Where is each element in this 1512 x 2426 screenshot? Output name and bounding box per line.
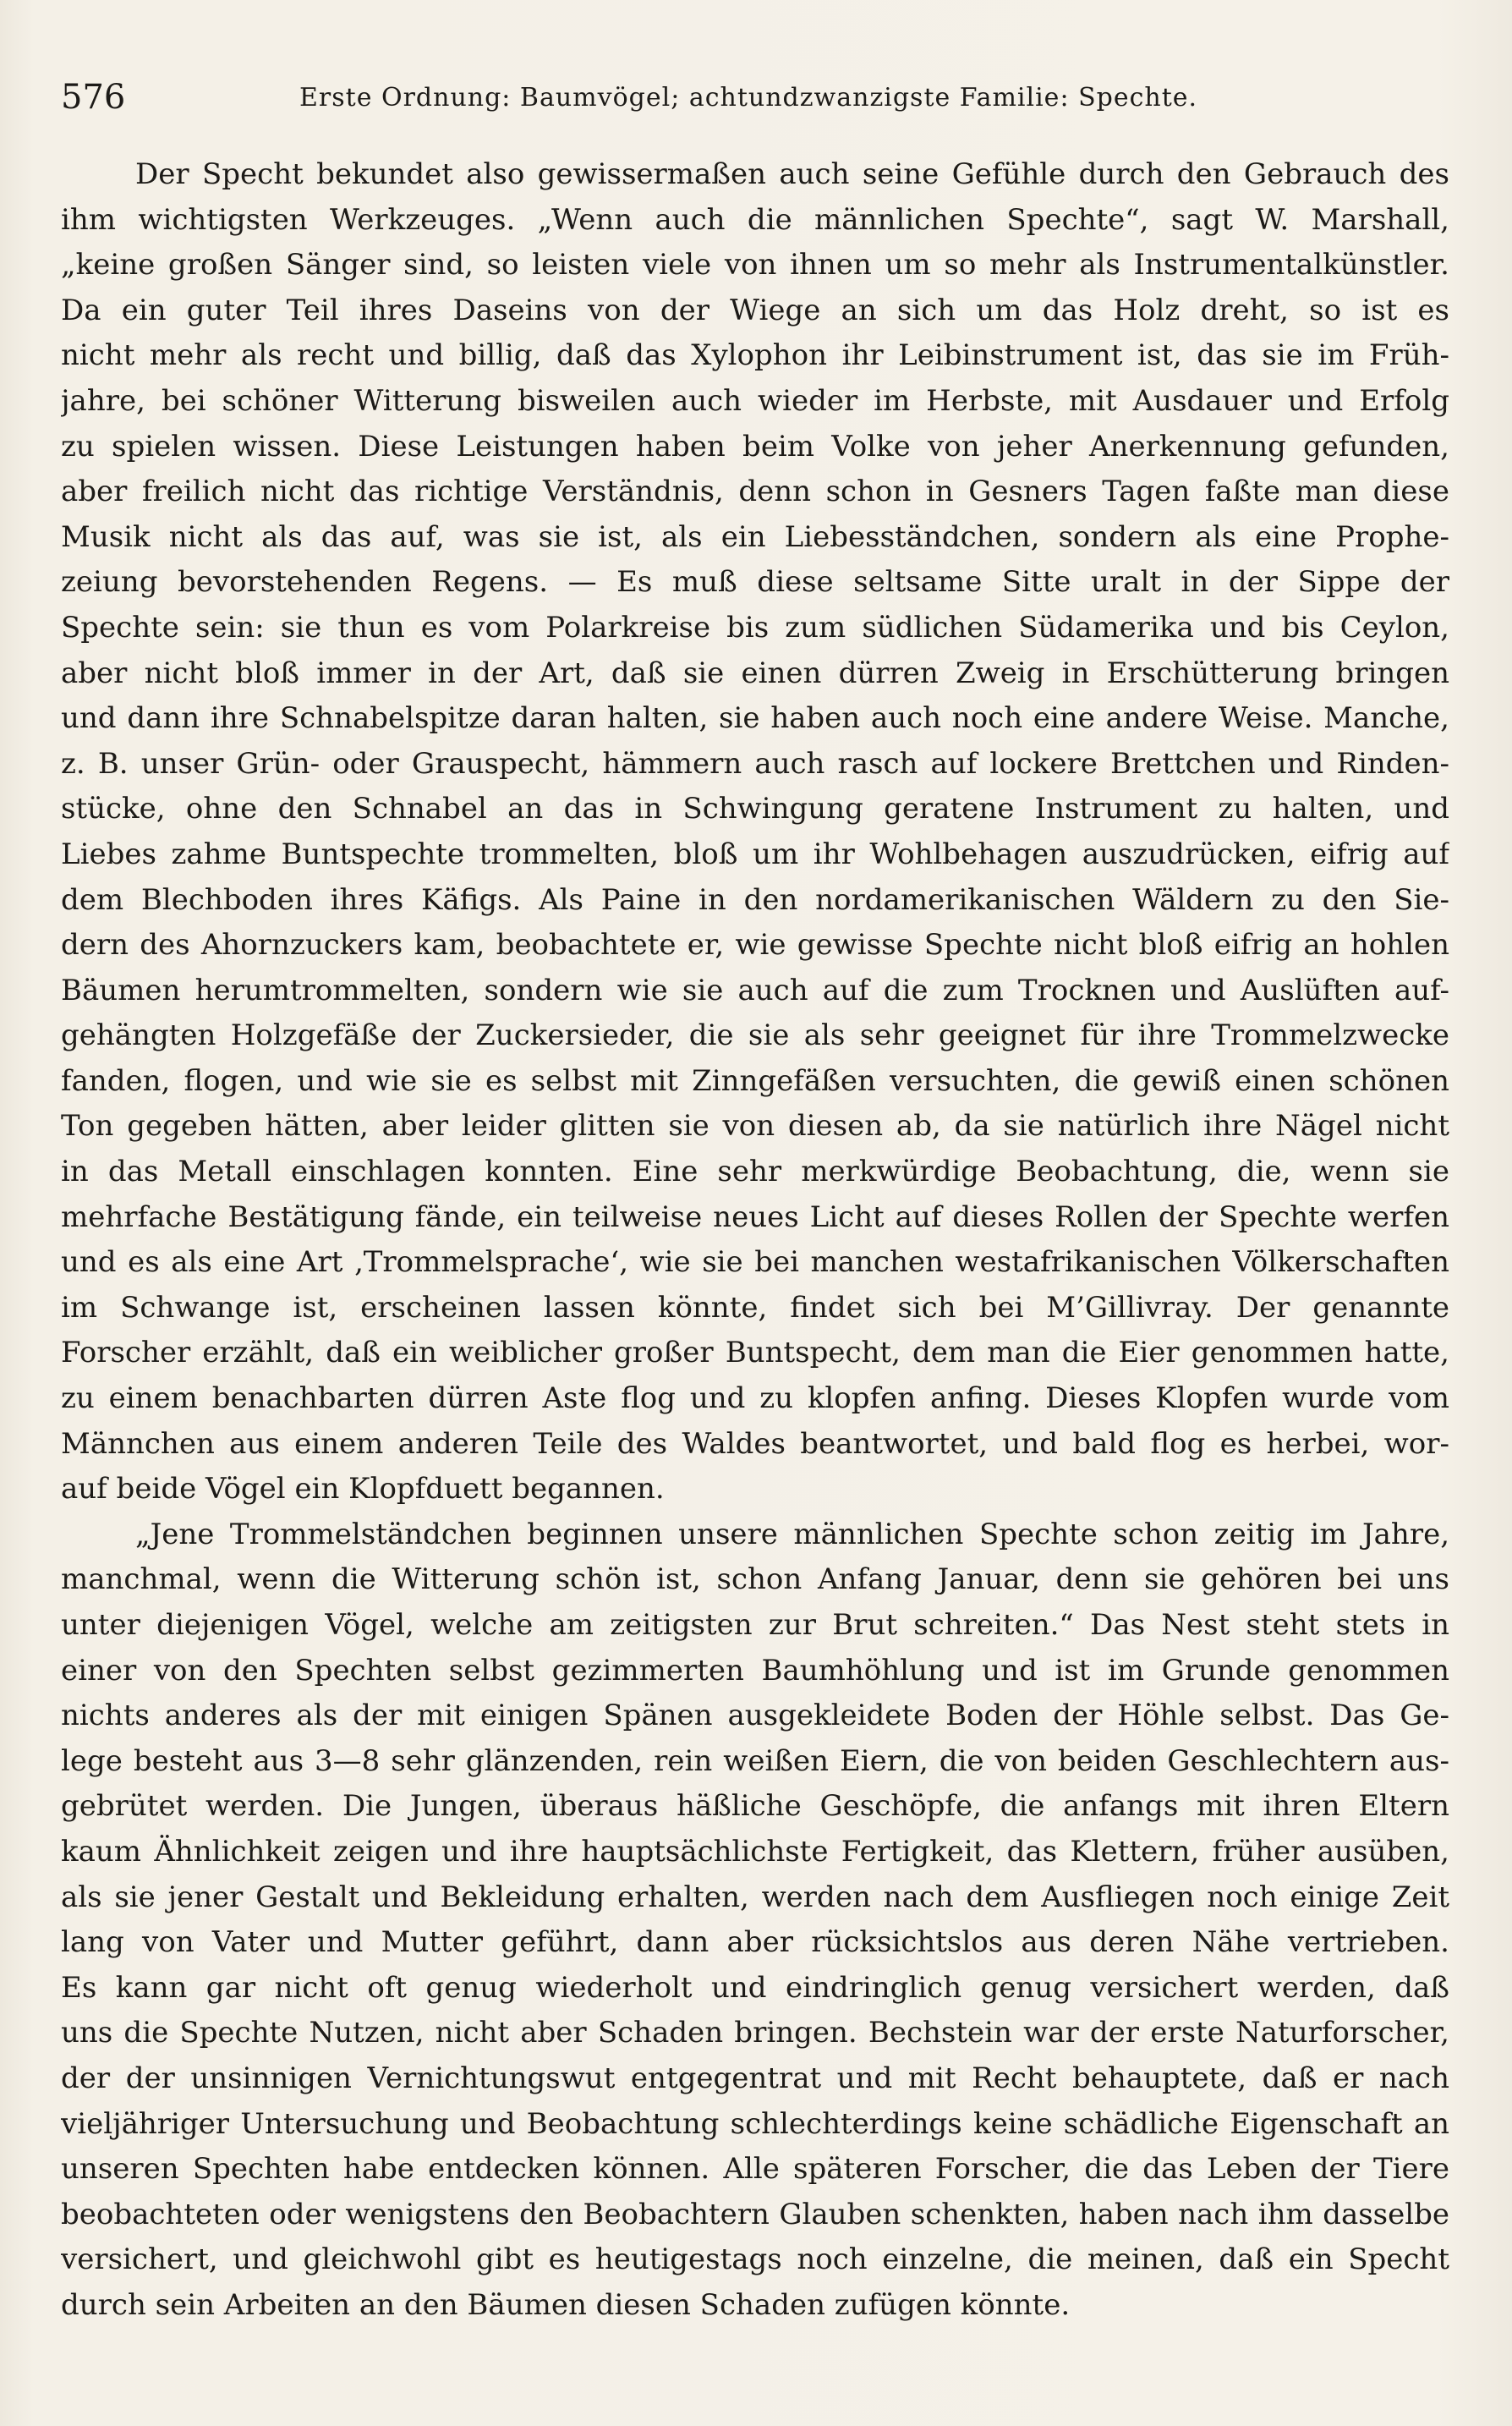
- text-line: als sie jener Gestalt und Bekleidung erhalten, werden nach dem Ausfliegen noch einige Zeit: [61, 1880, 1449, 1914]
- text-line: stücke, ohne den Schnabel an das in Schwingung geratene Instrument zu halten, und: [61, 792, 1449, 826]
- text-line: „Jene Trommelständchen beginnen unsere männlichen Spechte schon zeitig im Jahre,: [135, 1517, 1449, 1551]
- text-line: mehrfache Bestätigung fände, ein teilweise neues Licht auf dieses Rollen der Spechte werfen: [61, 1199, 1449, 1234]
- text-line: versichert, und gleichwohl gibt es heutigestags noch einzelne, die meinen, daß ein Specht: [61, 2242, 1449, 2277]
- text-line: gebrütet werden. Die Jungen, überaus häßliche Geschöpfe, die anfangs mit ihren Eltern: [61, 1789, 1449, 1824]
- page-number: 576: [61, 78, 126, 117]
- text-line: Musik nicht als das auf, was sie ist, als ein Liebesständchen, sondern als eine Prophe-: [61, 519, 1449, 554]
- text-line: zu einem benachbarten dürren Aste flog und zu klopfen anfing. Dieses Klopfen wurde vom: [61, 1381, 1449, 1416]
- text-line: „keine großen Sänger sind, so leisten viele von ihnen um so mehr als Instrumentalkünstler.: [61, 248, 1449, 283]
- text-line: Forscher erzählt, daß ein weiblicher großer Buntspecht, dem man die Eier genommen hatte,: [61, 1336, 1449, 1370]
- text-line: zu spielen wissen. Diese Leistungen haben beim Volke von jeher Anerkennung gefunden,: [61, 429, 1449, 464]
- text-line: uns die Spechte Nutzen, nicht aber Schaden bringen. Bechstein war der erste Naturforscher,: [61, 2016, 1449, 2050]
- text-line: unter diejenigen Vögel, welche am zeitigsten zur Brut schreiten.“ Das Nest steht stets in: [61, 1608, 1449, 1642]
- text-line: Liebes zahme Buntspechte trommelten, bloß um ihr Wohlbehagen auszudrücken, eifrig auf: [61, 837, 1449, 871]
- text-line: Da ein guter Teil ihres Daseins von der Wiege an sich um das Holz dreht, so ist es: [61, 293, 1449, 327]
- text-line: Spechte sein: sie thun es vom Polarkreise bis zum südlichen Südamerika und bis Ceylon,: [61, 610, 1449, 645]
- text-line: kaum Ähnlichkeit zeigen und ihre hauptsächlichste Fertigkeit, das Klettern, früher ausüben,: [61, 1834, 1449, 1869]
- text-line: Männchen aus einem anderen Teile des Waldes beantwortet, und bald flog es herbei, wor-: [61, 1426, 1449, 1461]
- text-line: nichts anderes als der mit einigen Spänen ausgekleidete Boden der Höhle selbst. Das Ge-: [61, 1699, 1449, 1733]
- text-line: Es kann gar nicht oft genug wiederholt und eindringlich genug versichert werden, daß: [61, 1970, 1449, 2005]
- text-line: auf beide Vögel ein Klopfduett begannen.: [61, 1472, 665, 1507]
- text-line: lang von Vater und Mutter geführt, dann aber rücksichtslos aus deren Nähe vertrieben.: [61, 1925, 1449, 1960]
- text-line: nicht mehr als recht und billig, daß das Xylophon ihr Leibinstrument ist, das sie im Früh-: [61, 338, 1449, 373]
- text-line: vieljähriger Untersuchung und Beobachtung schlechterdings keine schädliche Eigenschaft an: [61, 2106, 1449, 2141]
- text-line: gehängten Holzgefäße der Zuckersieder, die sie als sehr geeignet für ihre Trommelzwecke: [61, 1018, 1449, 1053]
- text-line: und dann ihre Schnabelspitze daran halten, sie haben auch noch eine andere Weise. Manche,: [61, 701, 1449, 736]
- text-line: ihm wichtigsten Werkzeuges. „Wenn auch die männlichen Spechte“, sagt W. Marshall,: [61, 202, 1449, 237]
- text-line: und es als eine Art ‚Trommelsprache‘, wie sie bei manchen westafrikanischen Völkerschaften: [61, 1245, 1449, 1280]
- text-line: aber nicht bloß immer in der Art, daß sie einen dürren Zweig in Erschütterung bringen: [61, 656, 1449, 690]
- text-line: der der unsinnigen Vernichtungswut entgegentrat und mit Recht behauptete, daß er nach: [61, 2061, 1449, 2095]
- body-text: [61, 152, 1449, 2329]
- text-line: jahre, bei schöner Witterung bisweilen auch wieder im Herbste, mit Ausdauer und Erfolg: [61, 383, 1449, 418]
- text-line: dern des Ahornzuckers kam, beobachtete er, wie gewisse Spechte nicht bloß eifrig an hohlen: [61, 928, 1449, 963]
- text-line: fanden, flogen, und wie sie es selbst mit Zinngefäßen versuchten, die gewiß einen schönen: [61, 1063, 1449, 1098]
- text-line: unseren Spechten habe entdecken können. Alle späteren Forscher, die das Leben der Tiere: [61, 2152, 1449, 2187]
- text-line: einer von den Spechten selbst gezimmerten Baumhöhlung und ist im Grunde genommen: [61, 1653, 1449, 1688]
- text-line: zeiung bevorstehenden Regens. — Es muß diese seltsame Sitte uralt in der Sippe der: [61, 565, 1449, 600]
- text-line: durch sein Arbeiten an den Bäumen diesen Schaden zufügen könnte.: [61, 2287, 1071, 2322]
- text-line: dem Blechboden ihres Käfigs. Als Paine in den nordamerikanischen Wäldern zu den Sie-: [61, 882, 1449, 917]
- text-line: beobachteten oder wenigstens den Beobachtern Glauben schenkten, haben nach ihm dasselbe: [61, 2197, 1449, 2231]
- running-head: Erste Ordnung: Baumvögel; achtundzwanzigste Familie: Spechte.: [299, 83, 1198, 113]
- text-line: Der Specht bekundet also gewissermaßen auch seine Gefühle durch den Gebrauch des: [135, 157, 1449, 191]
- text-line: manchmal, wenn die Witterung schön ist, schon Anfang Januar, denn sie gehören bei uns: [61, 1562, 1449, 1597]
- text-line: Bäumen herumtrommelten, sondern wie sie auch auf die zum Trocknen und Auslüften auf-: [61, 973, 1449, 1007]
- text-line: in das Metall einschlagen konnten. Eine sehr merkwürdige Beobachtung, die, wenn sie: [61, 1155, 1449, 1189]
- page-header: [61, 78, 1456, 129]
- text-line: lege besteht aus 3—8 sehr glänzenden, rein weißen Eiern, die von beiden Geschlechtern aus-: [61, 1743, 1449, 1778]
- text-line: im Schwange ist, erscheinen lassen könnte, findet sich bei M’Gillivray. Der genannte: [61, 1290, 1449, 1325]
- text-line: z. B. unser Grün- oder Grauspecht, hämmern auch rasch auf lockere Brettchen und Rinden-: [61, 746, 1449, 781]
- text-line: Ton gegeben hätten, aber leider glitten sie von diesen ab, da sie natürlich ihre Nägel nicht: [61, 1109, 1449, 1144]
- text-line: aber freilich nicht das richtige Verständnis, denn schon in Gesners Tagen faßte man diese: [61, 475, 1449, 509]
